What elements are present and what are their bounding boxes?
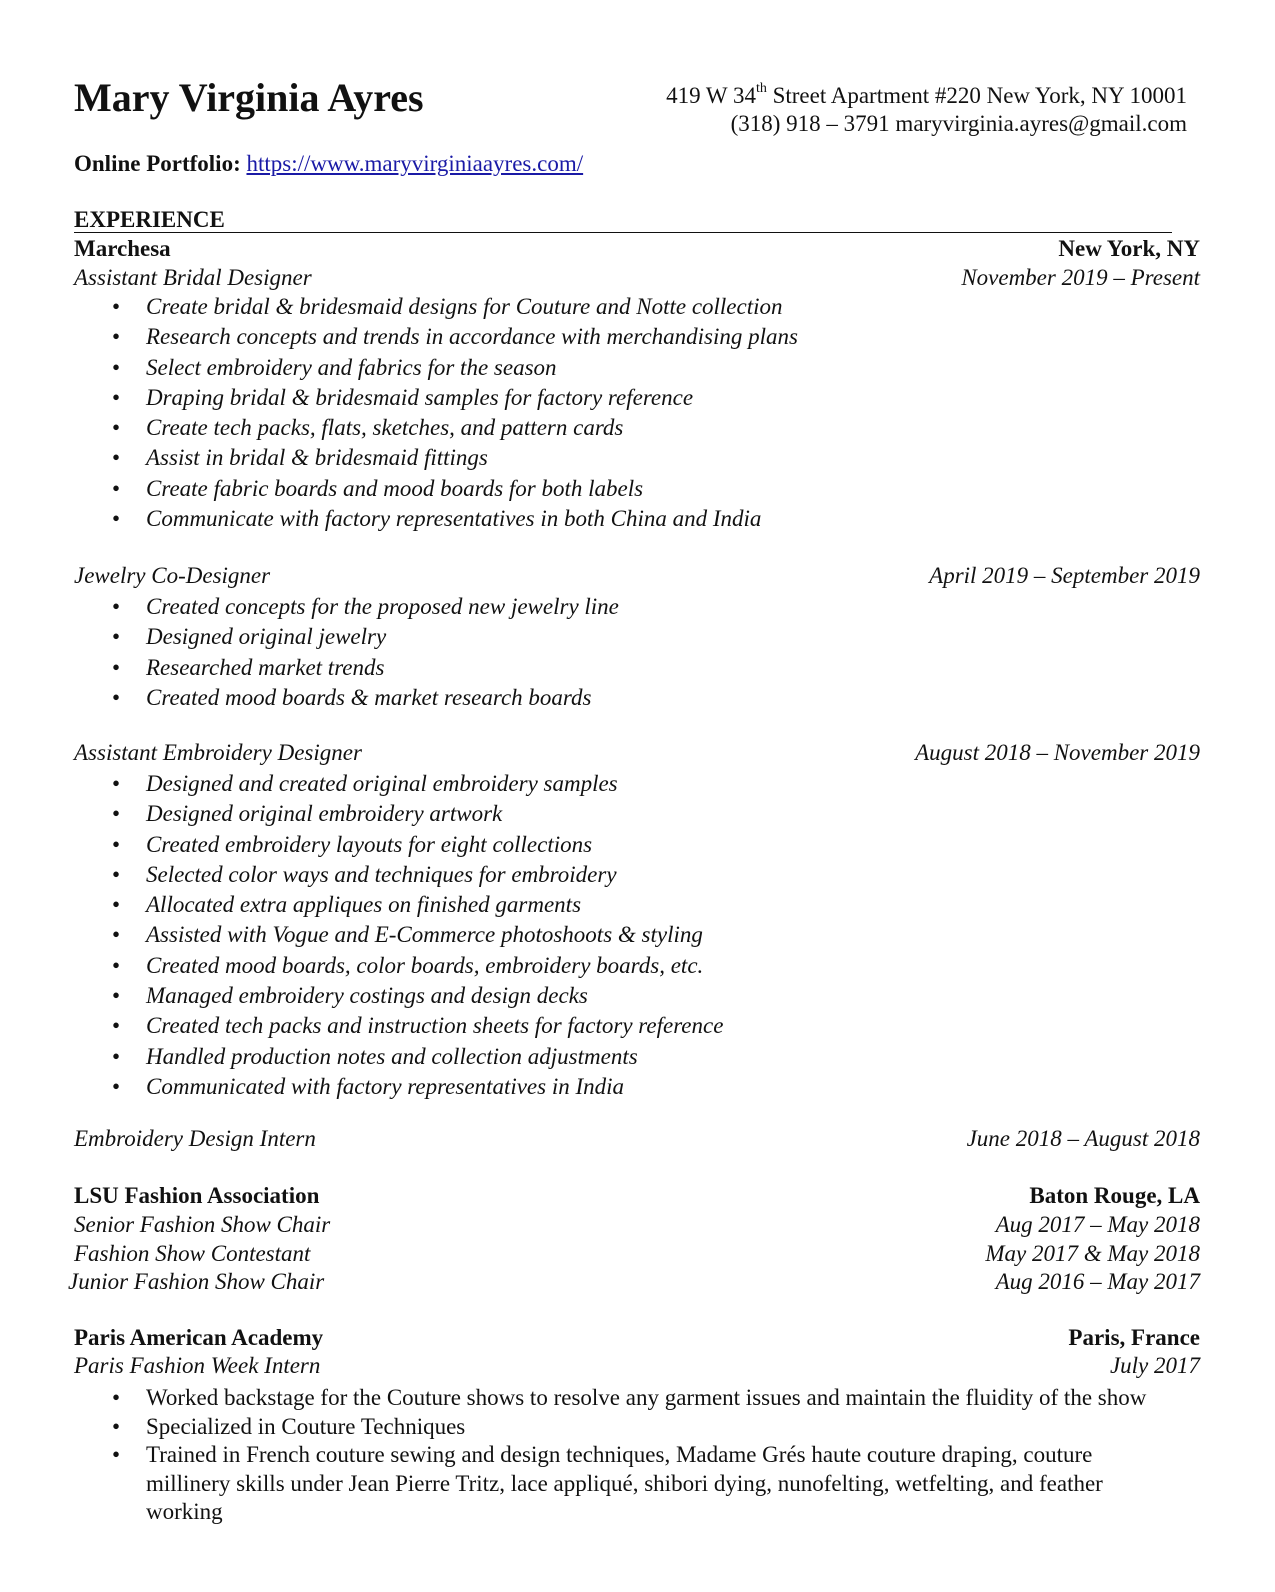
address (666, 82, 1187, 110)
bullet-list-jewelry (112, 592, 1172, 713)
bullet-icon: • (112, 654, 121, 680)
list-item-text: Trained in French couture sewing and design techniques, Madame Grés haute couture draping, couture millinery skills under Jean Pierre Tritz, lace appliqué, shibori dying, nunofelting, wetfelting, and feather working (146, 1442, 1103, 1524)
bullet-list-embroidery (112, 769, 1172, 1102)
list-item-text: Created concepts for the proposed new jewelry line (146, 594, 619, 619)
list-item (112, 890, 1172, 920)
role-title: Embroidery Design Intern (74, 1126, 316, 1151)
role-dates: November 2019 – Present (961, 265, 1200, 290)
org-name: Paris American Academy (74, 1325, 324, 1350)
list-item (112, 860, 1172, 890)
list-item-text: Created embroidery layouts for eight collections (146, 831, 593, 857)
org-name: LSU Fashion Association (74, 1183, 320, 1208)
role-dates: Aug 2017 – May 2018 (995, 1212, 1200, 1237)
resume-name: Mary Virginia Ayres (74, 75, 424, 120)
bullet-icon: • (112, 624, 121, 650)
bullet-icon: • (112, 594, 121, 619)
bullet-icon: • (112, 952, 121, 978)
list-item (112, 951, 1172, 981)
list-item (112, 653, 1172, 683)
section-title-experience: EXPERIENCE (74, 206, 1172, 233)
list-item-text: Designed original embroidery artwork (146, 801, 503, 827)
bullet-icon: • (112, 684, 121, 710)
bullet-icon: • (112, 506, 121, 532)
bullet-icon: • (112, 324, 121, 350)
list-item (112, 413, 1172, 443)
list-item-text: Allocated extra appliques on finished garments (146, 892, 582, 918)
list-item-text: Created mood boards & market research boards (146, 684, 592, 710)
list-item (112, 1384, 1172, 1413)
role-dates: May 2017 & May 2018 (985, 1241, 1200, 1266)
bullet-icon: • (112, 771, 121, 796)
list-item (112, 474, 1172, 504)
list-item (112, 683, 1172, 713)
list-item (112, 799, 1172, 829)
org-location: New York, NY (1058, 236, 1200, 261)
list-item (112, 769, 1172, 799)
role-dates: August 2018 – November 2019 (915, 740, 1200, 765)
role-title: Junior Fashion Show Chair (68, 1269, 325, 1294)
role-title: Assistant Bridal Designer (74, 265, 312, 290)
bullet-icon: • (112, 1385, 121, 1410)
list-item (112, 292, 1172, 322)
contact-line: (318) 918 – 3791 maryvirginia.ayres@gmail.com (730, 111, 1187, 136)
list-item-text: Assisted with Vogue and E-Commerce photoshoots & styling (146, 922, 703, 948)
list-item-text: Create fabric boards and mood boards for both labels (146, 475, 644, 501)
portfolio-label: Online Portfolio: (74, 151, 241, 176)
org-name: Marchesa (74, 236, 171, 261)
bullet-icon: • (112, 445, 121, 471)
portfolio-line (74, 150, 583, 178)
list-item (112, 1413, 1172, 1442)
list-item (112, 622, 1172, 652)
bullet-icon: • (112, 1043, 121, 1069)
bullet-icon: • (112, 354, 121, 380)
list-item-text: Researched market trends (146, 654, 385, 680)
list-item-text: Research concepts and trends in accordance with merchandising plans (146, 324, 798, 350)
portfolio-link[interactable]: https://www.maryvirginiaayres.com/ (246, 151, 584, 176)
list-item-text: Created tech packs and instruction sheets for factory reference (146, 1013, 724, 1039)
list-item-text: Create bridal & bridesmaid designs for Couture and Notte collection (146, 294, 783, 319)
list-item (112, 353, 1172, 383)
list-item-text: Created mood boards, color boards, embroidery boards, etc. (146, 952, 704, 978)
list-item-text: Selected color ways and techniques for embroidery (146, 861, 617, 887)
list-item (112, 1441, 1172, 1527)
role-title: Jewelry Co-Designer (74, 563, 271, 588)
list-item-text: Select embroidery and fabrics for the season (146, 354, 557, 380)
bullet-icon: • (112, 1013, 121, 1039)
list-item-text: Designed and created original embroidery samples (146, 771, 618, 796)
list-item-text: Designed original jewelry (146, 624, 387, 650)
list-item-text: Create tech packs, flats, sketches, and pattern cards (146, 415, 624, 441)
role-dates: June 2018 – August 2018 (966, 1126, 1200, 1151)
bullet-icon: • (112, 475, 121, 501)
bullet-icon: • (112, 922, 121, 948)
role-dates: July 2017 (1109, 1353, 1200, 1378)
role-dates: April 2019 – September 2019 (929, 563, 1200, 588)
list-item (112, 383, 1172, 413)
list-item (112, 322, 1172, 352)
bullet-icon: • (112, 294, 121, 319)
list-item (112, 504, 1172, 534)
list-item-text: Worked backstage for the Couture shows to resolve any garment issues and maintain the fluidity of the show (146, 1385, 1147, 1410)
list-item (112, 830, 1172, 860)
list-item-text: Communicated with factory representatives in India (146, 1073, 625, 1099)
address-street: 419 W 34 (666, 83, 756, 108)
org-location: Paris, France (1068, 1325, 1200, 1350)
role-title: Assistant Embroidery Designer (74, 740, 362, 765)
list-item-text: Communicate with factory representatives in both China and India (146, 506, 762, 532)
list-item-text: Handled production notes and collection adjustments (146, 1043, 638, 1069)
list-item (112, 920, 1172, 950)
bullet-icon: • (112, 831, 121, 857)
list-item (112, 1011, 1172, 1041)
address-rest: Street Apartment #220 New York, NY 10001 (766, 83, 1187, 108)
bullet-icon: • (112, 415, 121, 441)
list-item (112, 1042, 1172, 1072)
bullet-icon: • (112, 1413, 121, 1439)
list-item (112, 1072, 1172, 1102)
role-dates: Aug 2016 – May 2017 (995, 1269, 1200, 1294)
bullet-icon: • (112, 892, 121, 918)
list-item (112, 981, 1172, 1011)
list-item-text: Managed embroidery costings and design decks (146, 983, 588, 1009)
org-location: Baton Rouge, LA (1029, 1183, 1200, 1208)
bullet-icon: • (112, 1073, 121, 1099)
bullet-icon: • (112, 801, 121, 827)
bullet-icon: • (112, 1442, 121, 1467)
list-item (112, 592, 1172, 622)
bullet-icon: • (112, 983, 121, 1009)
bullet-list-paris (112, 1384, 1172, 1527)
list-item-text: Specialized in Couture Techniques (146, 1413, 466, 1439)
bullet-icon: • (112, 861, 121, 887)
address-suffix: th (755, 81, 767, 97)
bullet-icon: • (112, 384, 121, 410)
list-item-text: Assist in bridal & bridesmaid fittings (146, 445, 488, 471)
bullet-list-bridal (112, 292, 1172, 534)
list-item (112, 443, 1172, 473)
role-title: Senior Fashion Show Chair (74, 1212, 331, 1237)
list-item-text: Draping bridal & bridesmaid samples for factory reference (146, 384, 694, 410)
role-title: Paris Fashion Week Intern (74, 1353, 321, 1378)
role-title: Fashion Show Contestant (74, 1241, 311, 1266)
